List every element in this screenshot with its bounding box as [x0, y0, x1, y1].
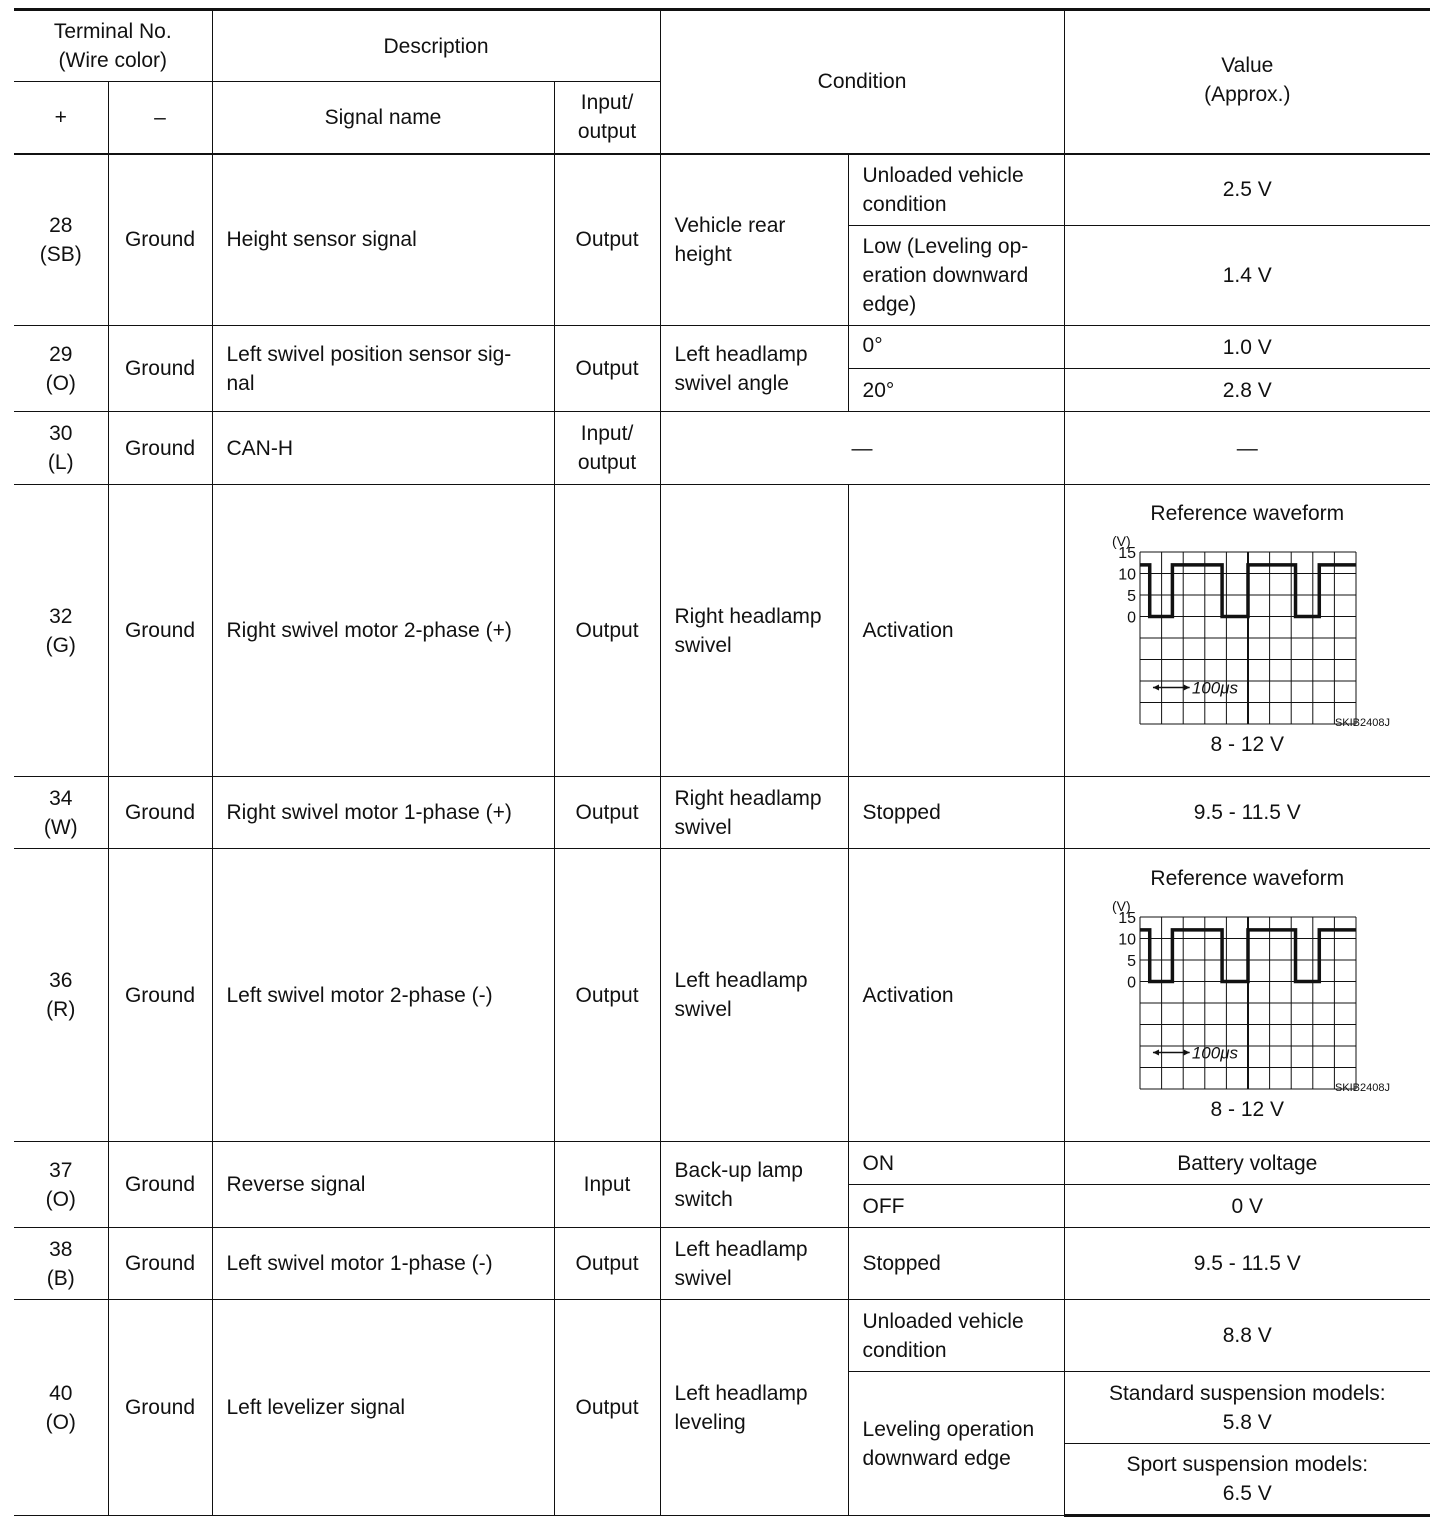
- time-marker-arrow: [1184, 684, 1190, 690]
- ground-cell: Ground: [108, 1300, 212, 1516]
- waveform-value: 8 - 12 V: [1210, 733, 1285, 756]
- value-cell: 9.5 - 11.5 V: [1064, 777, 1430, 849]
- condition-cell: Right headlamp swivel: [660, 777, 848, 849]
- io-cell: Output: [554, 777, 660, 849]
- condition-cell: Left headlamp swivel angle: [660, 326, 848, 412]
- ground-cell: Ground: [108, 485, 212, 777]
- time-marker-arrow: [1153, 684, 1159, 690]
- terminal-cell: 32 (G): [14, 485, 108, 777]
- header-value: Value (Approx.): [1064, 10, 1430, 154]
- y-unit-label: (V): [1112, 897, 1131, 914]
- signal-cell: Left swivel motor 2-phase (-): [212, 849, 554, 1142]
- signal-cell: Right swivel motor 1-phase (+): [212, 777, 554, 849]
- terminal-spec-table: [14, 8, 1430, 1517]
- condition-cell: —: [660, 412, 1064, 485]
- signal-cell: Left levelizer signal: [212, 1300, 554, 1516]
- io-cell: Input/ output: [554, 412, 660, 485]
- terminal-cell: 28 (SB): [14, 154, 108, 326]
- y-tick-label: 5: [1127, 952, 1137, 970]
- signal-cell: Left swivel motor 1-phase (-): [212, 1228, 554, 1300]
- header-condition: Condition: [660, 10, 1064, 154]
- value-cell: 9.5 - 11.5 V: [1064, 1228, 1430, 1300]
- value-cell: Battery voltage: [1064, 1142, 1430, 1185]
- value-cell: 1.0 V: [1064, 326, 1430, 369]
- value-cell: Sport suspension models: 6.5 V: [1064, 1444, 1430, 1516]
- ground-cell: Ground: [108, 777, 212, 849]
- reference-waveform: [1102, 897, 1392, 1093]
- value-cell: Standard suspension models: 5.8 V: [1064, 1372, 1430, 1444]
- waveform-value-cell: [1064, 849, 1430, 1142]
- waveform-title: Reference waveform: [1150, 502, 1345, 525]
- terminal-cell: 30 (L): [14, 412, 108, 485]
- subcondition-cell: Leveling operation downward edge: [848, 1372, 1064, 1516]
- io-cell: Output: [554, 849, 660, 1142]
- subcondition-cell: Low (Leveling op- eration downward edge): [848, 226, 1064, 326]
- time-marker-arrow: [1153, 1049, 1159, 1055]
- condition-cell: Vehicle rear height: [660, 154, 848, 326]
- header-signal-name: Signal name: [212, 82, 554, 154]
- waveform-trace: [1140, 565, 1356, 617]
- subcondition-cell: 20°: [848, 369, 1064, 412]
- ground-cell: Ground: [108, 326, 212, 412]
- subcondition-cell: 0°: [848, 326, 1064, 369]
- condition-cell: Left headlamp swivel: [660, 1228, 848, 1300]
- ground-cell: Ground: [108, 1228, 212, 1300]
- time-div-label: 100μs: [1192, 678, 1239, 698]
- signal-cell: Left swivel position sensor sig- nal: [212, 326, 554, 412]
- io-cell: Output: [554, 326, 660, 412]
- header-terminal: Terminal No. (Wire color): [14, 10, 212, 82]
- y-unit-label: (V): [1112, 533, 1131, 549]
- subcondition-cell: Stopped: [848, 777, 1064, 849]
- waveform-title: Reference waveform: [1150, 866, 1345, 890]
- waveform-value-cell: [1064, 485, 1430, 777]
- io-cell: Output: [554, 1228, 660, 1300]
- terminal-cell: 34 (W): [14, 777, 108, 849]
- time-div-label: 100μs: [1192, 1042, 1239, 1062]
- condition-cell: Right headlamp swivel: [660, 485, 848, 777]
- waveform-value: 8 - 12 V: [1210, 1097, 1285, 1121]
- figure-id: SKIB2408J: [1335, 717, 1391, 728]
- signal-cell: Reverse signal: [212, 1142, 554, 1228]
- signal-cell: Right swivel motor 2-phase (+): [212, 485, 554, 777]
- subcondition-cell: Activation: [848, 485, 1064, 777]
- subcondition-cell: Unloaded vehicle condition: [848, 1300, 1064, 1372]
- io-cell: Output: [554, 485, 660, 777]
- y-tick-label: 0: [1127, 609, 1137, 627]
- condition-cell: Left headlamp swivel: [660, 849, 848, 1142]
- condition-cell: Back-up lamp switch: [660, 1142, 848, 1228]
- time-marker-arrow: [1184, 1049, 1190, 1055]
- value-cell: 8.8 V: [1064, 1300, 1430, 1372]
- ground-cell: Ground: [108, 412, 212, 485]
- terminal-cell: 29 (O): [14, 326, 108, 412]
- io-cell: Output: [554, 154, 660, 326]
- header-input-output: Input/ output: [554, 82, 660, 154]
- reference-waveform: [1102, 532, 1392, 728]
- header-plus: +: [14, 82, 108, 154]
- subcondition-cell: Stopped: [848, 1228, 1064, 1300]
- value-cell: 2.5 V: [1064, 154, 1430, 226]
- ground-cell: Ground: [108, 1142, 212, 1228]
- header-description: Description: [212, 10, 660, 82]
- io-cell: Input: [554, 1142, 660, 1228]
- y-tick-label: 15: [1118, 545, 1137, 562]
- subcondition-cell: ON: [848, 1142, 1064, 1185]
- figure-id: SKIB2408J: [1335, 1081, 1391, 1093]
- io-cell: Output: [554, 1300, 660, 1516]
- value-cell: 2.8 V: [1064, 369, 1430, 412]
- y-tick-label: 10: [1118, 566, 1137, 584]
- subcondition-cell: OFF: [848, 1185, 1064, 1228]
- waveform-trace: [1140, 929, 1356, 981]
- y-tick-label: 15: [1118, 909, 1137, 927]
- terminal-cell: 37 (O): [14, 1142, 108, 1228]
- header-minus: –: [108, 82, 212, 154]
- terminal-cell: 40 (O): [14, 1300, 108, 1516]
- condition-cell: Left headlamp leveling: [660, 1300, 848, 1516]
- signal-cell: Height sensor signal: [212, 154, 554, 326]
- y-tick-label: 10: [1118, 931, 1137, 948]
- signal-cell: CAN-H: [212, 412, 554, 485]
- terminal-cell: 36 (R): [14, 849, 108, 1142]
- y-tick-label: 5: [1127, 588, 1137, 605]
- value-cell: —: [1064, 412, 1430, 485]
- subcondition-cell: Activation: [848, 849, 1064, 1142]
- subcondition-cell: Unloaded vehicle condition: [848, 154, 1064, 226]
- ground-cell: Ground: [108, 849, 212, 1142]
- ground-cell: Ground: [108, 154, 212, 326]
- terminal-cell: 38 (B): [14, 1228, 108, 1300]
- y-tick-label: 0: [1127, 974, 1137, 991]
- value-cell: 1.4 V: [1064, 226, 1430, 326]
- value-cell: 0 V: [1064, 1185, 1430, 1228]
